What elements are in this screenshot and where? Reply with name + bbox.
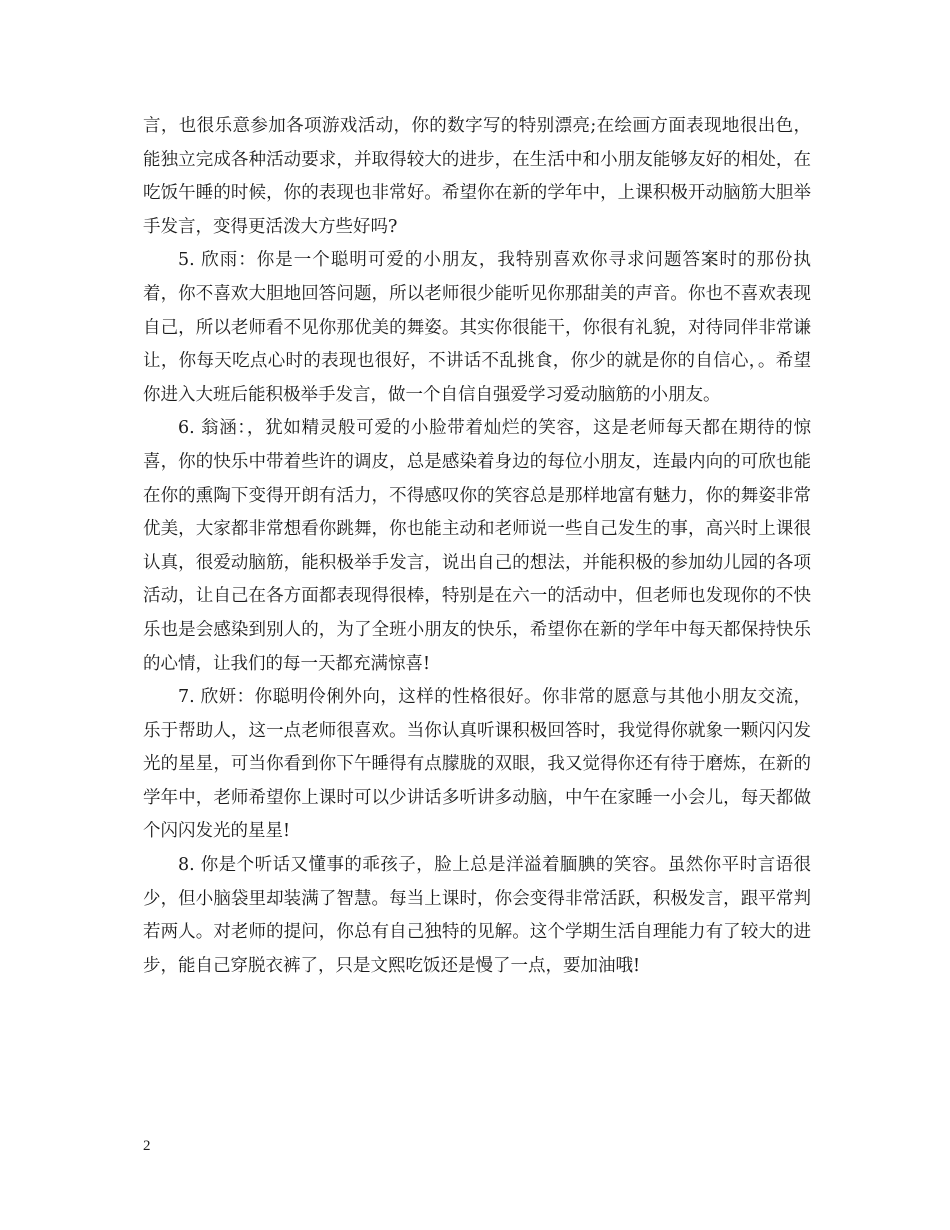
- paragraph-item-7: 7. 欣妍：你聪明伶俐外向，这样的性格很好。你非常的愿意与其他小朋友交流，乐于帮助人，这一点老师很喜欢。当你认真听课积极回答时，我觉得你就象一颗闪闪发光的星星，可当你看到你下午睡得有点朦胧的双眼，我又觉得你还有待于磨炼，在新的学年中，老师希望你上课时可以少讲话多听讲多动脑，中午在家睡一小会儿，每天都做个闪闪发光的星星!: [143, 687, 811, 842]
- paragraph-item-6: 6. 翁涵：，犹如精灵般可爱的小脸带着灿烂的笑容，这是老师每天都在期待的惊喜，你的快乐中带着些许的调皮，总是感染着身边的每位小朋友，连最内向的可欣也能在你的熏陶下变得开朗有活力，不得感叹你的笑容总是那样地富有魅力，你的舞姿非常优美，大家都非常想看你跳舞，你也能主动和老师说一些自己发生的事，高兴时上课很认真，很爱动脑筋，能积极举手发言，说出自己的想法，并能积极的参加幼儿园的各项活动，让自己在各方面都表现得很棒，特别是在六一的活动中，但老师也发现你的不快乐也是会感染到别人的，为了全班小朋友的快乐，希望你在新的学年中每天都保持快乐的心情，让我们的每一天都充满惊喜!: [143, 418, 811, 674]
- paragraph-item-8: 8. 你是个听话又懂事的乖孩子，脸上总是洋溢着腼腆的笑容。虽然你平时言语很少，但小脑袋里却装满了智慧。每当上课时，你会变得非常活跃，积极发言，跟平常判若两人。对老师的提问，你总有自己独特的见解。这个学期生活自理能力有了较大的进步，能自己穿脱衣裤了，只是文熙吃饭还是慢了一点，要加油哦!: [143, 855, 811, 976]
- page-number: 2: [143, 1138, 151, 1154]
- document-body: [143, 110, 811, 983]
- paragraph-item-5: 5. 欣雨：你是一个聪明可爱的小朋友，我特别喜欢你寻求问题答案时的那份执着，你不喜欢大胆地回答问题，所以老师很少能听见你那甜美的声音。你也不喜欢表现自己，所以老师看不见你那优美的舞姿。其实你很能干，你很有礼貌，对待同伴非常谦让，你每天吃点心时的表现也很好，不讲话不乱挑食，你少的就是你的自信心，。希望你进入大班后能积极举手发言，做一个自信自强爱学习爱动脑筋的小朋友。: [143, 250, 811, 405]
- paragraph-continuation: 言，也很乐意参加各项游戏活动，你的数字写的特别漂亮;在绘画方面表现地很出色，能独立完成各种活动要求，并取得较大的进步，在生活中和小朋友能够友好的相处，在吃饭午睡的时候，你的表现也非常好。希望你在新的学年中，上课积极开动脑筋大胆举手发言，变得更活泼大方些好吗?: [143, 116, 811, 237]
